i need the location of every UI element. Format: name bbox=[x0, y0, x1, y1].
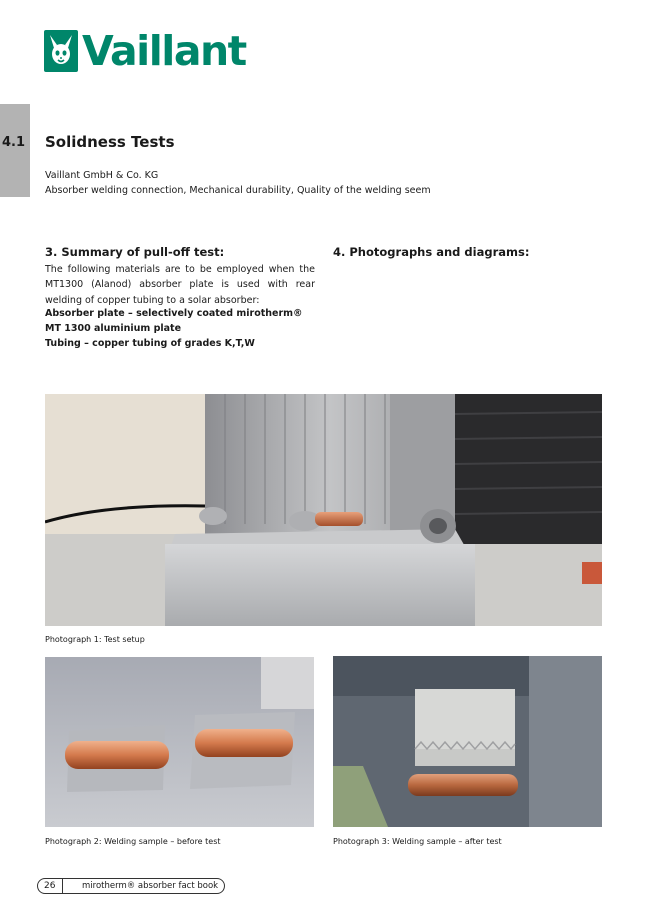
photo2-caption: Photograph 2: Welding sample – before test bbox=[45, 837, 221, 846]
photo-test-setup bbox=[45, 394, 602, 626]
material-line-absorber: Absorber plate – selectively coated mirotherm® bbox=[45, 308, 303, 319]
section-number: 4.1 bbox=[2, 135, 26, 150]
photo-sample-after bbox=[333, 656, 602, 827]
photo-sample-before bbox=[45, 657, 314, 827]
section-tab bbox=[0, 104, 30, 197]
page-title: Solidness Tests bbox=[45, 133, 175, 151]
photos-heading: 4. Photographs and diagrams: bbox=[333, 245, 530, 259]
photo3-caption: Photograph 3: Welding sample – after test bbox=[333, 837, 502, 846]
book-title: mirotherm® absorber fact book bbox=[82, 881, 219, 891]
footer-divider bbox=[62, 878, 63, 894]
summary-heading: 3. Summary of pull-off test: bbox=[45, 245, 225, 259]
vaillant-logo bbox=[44, 27, 246, 75]
company-name: Vaillant GmbH & Co. KG bbox=[45, 170, 159, 181]
material-line-plate: MT 1300 aluminium plate bbox=[45, 323, 182, 334]
test-subject: Absorber welding connection, Mechanical durability, Quality of the welding seem bbox=[45, 185, 431, 196]
page-number: 26 bbox=[44, 881, 56, 891]
material-line-tubing: Tubing – copper tubing of grades K,T,W bbox=[45, 338, 255, 349]
summary-body: The following materials are to be employed when the MT1300 (Alanod) absorber plate is used with rear welding of copper tubing to a solar absorber: bbox=[45, 264, 315, 306]
photo1-caption: Photograph 1: Test setup bbox=[45, 635, 145, 644]
logo-wordmark: Vaillant bbox=[82, 27, 246, 75]
hare-logo-icon bbox=[44, 30, 78, 72]
